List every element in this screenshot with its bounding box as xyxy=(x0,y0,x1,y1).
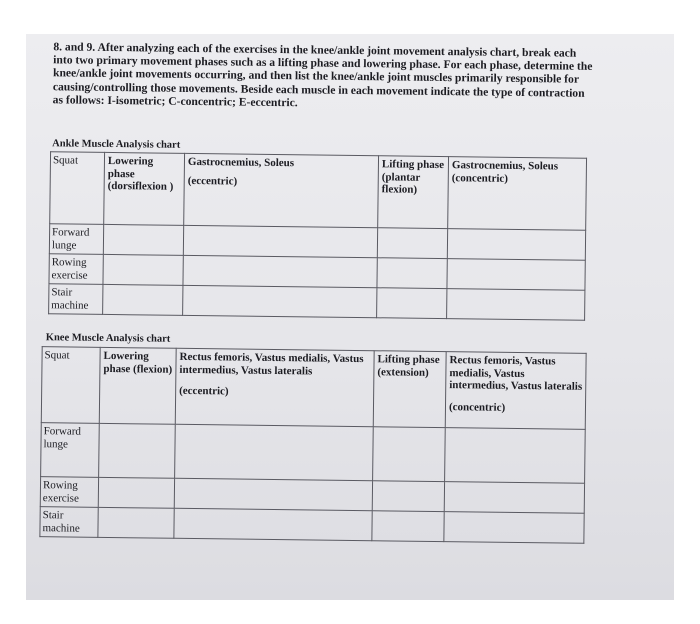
lifting-muscles-text: Gastrocnemius, Soleus xyxy=(451,159,559,173)
empty-cell xyxy=(174,478,372,510)
lowering-phase-cell: Lowering phase (flexion) xyxy=(99,347,176,424)
worksheet-paper xyxy=(26,34,674,600)
lifting-muscles-cell xyxy=(448,157,587,231)
empty-cell xyxy=(444,512,584,544)
lifting-muscles-text: Rectus femoris, Vastus medialis, Vastus intermedius, Vastus lateralis xyxy=(449,354,583,393)
table-row xyxy=(40,507,584,544)
exercise-cell: Forward lunge xyxy=(49,224,103,255)
lowering-contraction-text: (eccentric) xyxy=(187,174,238,188)
instructions-text: 8. and 9. After analyzing each of the exercises in the knee/ankle joint movement analysis chart, break each into two primary movement phases such as a lifting phase and lowering phase. For each phase, determine the knee/ankle joint movements occurring, and then list the knee/ankle joint muscles primarily responsible for causing/controlling those movements. Beside each muscle in each movement indicate the type of contraction as follows: I-isometric; C-concentric; E-eccentric. xyxy=(52,40,593,110)
table-row xyxy=(49,284,585,321)
empty-cell xyxy=(444,482,584,514)
lowering-muscles-text: Gastrocnemius, Soleus xyxy=(187,155,295,170)
empty-cell xyxy=(183,225,377,257)
empty-cell xyxy=(372,481,444,512)
empty-cell xyxy=(447,259,585,291)
lowering-phase-cell: Lowering phase (dorsiflexion ) xyxy=(104,152,185,225)
empty-cell xyxy=(98,507,174,538)
knee-chart-title: Knee Muscle Analysis chart xyxy=(45,332,171,345)
empty-cell xyxy=(377,288,447,319)
lowering-muscles-cell xyxy=(184,153,379,227)
empty-cell xyxy=(447,289,585,321)
exercise-cell: Squat xyxy=(41,347,100,424)
table-row xyxy=(41,347,586,430)
lowering-contraction-text: (eccentric) xyxy=(179,384,229,398)
empty-cell xyxy=(447,229,585,261)
exercise-cell: Forward lunge xyxy=(41,423,100,478)
empty-cell xyxy=(372,511,444,542)
ankle-chart-title: Ankle Muscle Analysis chart xyxy=(52,138,181,151)
lowering-muscles-cell xyxy=(175,348,374,426)
table-row xyxy=(50,152,587,231)
lowering-muscles-text: Rectus femoris, Vastus medialis, Vastus intermedius, Vastus lateralis xyxy=(179,350,364,377)
empty-cell xyxy=(183,285,377,317)
worksheet-content xyxy=(26,34,674,600)
exercise-cell: Rowing exercise xyxy=(49,254,103,285)
lifting-phase-cell: Lifting phase (extension) xyxy=(373,351,446,428)
ankle-analysis-table xyxy=(48,151,587,321)
empty-cell xyxy=(377,258,447,289)
empty-cell xyxy=(175,424,374,480)
empty-cell xyxy=(445,428,586,484)
exercise-cell: Rowing exercise xyxy=(40,477,98,508)
lifting-muscles-cell xyxy=(445,352,586,430)
exercise-cell: Stair machine xyxy=(40,507,98,538)
empty-cell xyxy=(183,255,377,287)
lifting-contraction-text: (concentric) xyxy=(451,171,509,185)
empty-cell xyxy=(103,224,183,255)
exercise-cell: Squat xyxy=(50,152,105,225)
table-row xyxy=(41,423,586,484)
empty-cell xyxy=(98,477,174,508)
empty-cell xyxy=(174,508,372,540)
empty-cell xyxy=(373,427,446,482)
empty-cell xyxy=(103,284,183,315)
lifting-phase-cell: Lifting phase (plantar flexion) xyxy=(378,156,449,229)
empty-cell xyxy=(377,228,447,259)
lifting-contraction-text: (concentric) xyxy=(448,400,506,414)
knee-analysis-table xyxy=(39,346,586,544)
empty-cell xyxy=(99,423,176,478)
exercise-cell: Stair machine xyxy=(49,284,103,315)
empty-cell xyxy=(103,254,183,285)
